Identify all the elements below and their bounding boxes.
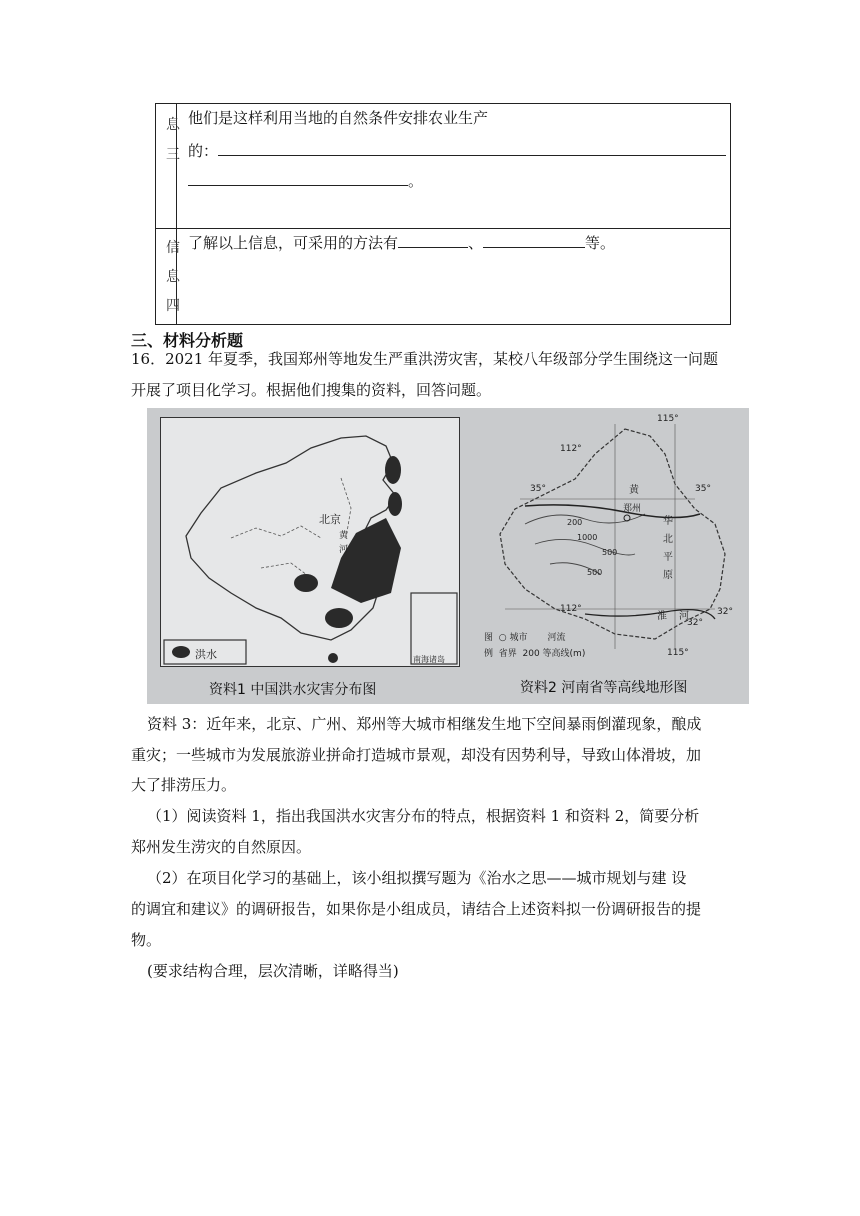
q2-line3: 物。 bbox=[131, 931, 162, 949]
q1-line1: （1）阅读资料 1，指出我国洪水灾害分布的特点，根据资料 1 和资料 2，简要分析 bbox=[147, 807, 700, 825]
row1-line2-prefix: 的： bbox=[188, 142, 219, 160]
legend-prefix-tu: 图 bbox=[484, 633, 494, 643]
map2-legend-row2 bbox=[484, 646, 585, 659]
section-heading: 三、材料分析题 bbox=[131, 331, 244, 350]
material3-line2: 重灾；一些城市为发展旅游业拼命打造城市景观，却没有因势利导，导致山体滑坡，加 bbox=[131, 746, 702, 764]
table-row-divider bbox=[156, 228, 730, 229]
map2-label-zhengzhou: 郑州 bbox=[623, 504, 642, 514]
row1-label: 息三 bbox=[166, 117, 180, 163]
q2-line1: （2）在项目化学习的基础上，该小组拟撰写题为《治水之思——城市规划与建 设 bbox=[147, 869, 687, 887]
contour-label-500: 500 bbox=[587, 568, 603, 577]
flood-area bbox=[388, 492, 402, 516]
legend-contour: 200 等高线(m) bbox=[522, 649, 586, 659]
row1-line1: 他们是这样利用当地的自然条件安排农业生产 bbox=[188, 109, 489, 127]
row1-line3-suffix: 。 bbox=[408, 172, 424, 190]
info-table bbox=[155, 103, 731, 325]
henan-contour-map bbox=[465, 414, 745, 664]
map2-label-115-bottom: 115° bbox=[667, 648, 689, 658]
row2-prefix: 了解以上信息，可采用的方法有 bbox=[188, 234, 399, 252]
contour-label-500b: 500 bbox=[602, 548, 618, 557]
legend-prefix-li: 例 bbox=[484, 649, 494, 659]
map2-label-112-bottom: 112° bbox=[560, 604, 582, 614]
map2-label-35-right: 35° bbox=[695, 484, 711, 494]
map2-label-35-left: 35° bbox=[530, 484, 546, 494]
row2-label: 信息四 bbox=[166, 240, 180, 314]
legend-flood-label: 洪水 bbox=[195, 648, 217, 661]
row2-suffix: 等。 bbox=[585, 234, 616, 252]
contour-label-1000: 1000 bbox=[577, 533, 598, 542]
legend-boundary: 省界 bbox=[498, 649, 517, 659]
question-intro-line1: 16．2021 年夏季，我国郑州等地发生严重洪涝灾害，某校八年级部分学生围绕这一问题 bbox=[131, 350, 719, 368]
row2-sep: 、 bbox=[468, 234, 484, 252]
method-blank-1[interactable] bbox=[398, 233, 468, 248]
map2-legend-row1 bbox=[484, 630, 566, 643]
map2-label-huang: 黄 bbox=[629, 485, 639, 496]
china-flood-map bbox=[160, 417, 460, 667]
contour-label-200: 200 bbox=[567, 518, 583, 527]
material3-line1: 资料 3：近年来，北京、广州、郑州等大城市相继发生地下空间暴雨倒灌现象，酿成 bbox=[147, 715, 702, 733]
label-he: 河 bbox=[339, 545, 349, 555]
map2-label-112-top: 112° bbox=[560, 444, 582, 454]
legend-river: 河流 bbox=[547, 633, 566, 643]
row2-line bbox=[188, 232, 615, 254]
map2-label-hua: 华 bbox=[663, 516, 673, 527]
flood-area bbox=[325, 608, 353, 628]
label-beijing: 北京 bbox=[319, 513, 341, 526]
q2-line2: 的调宜和建议》的调研报告，如果你是小组成员，请结合上述资料拟一份调研报告的提 bbox=[131, 900, 702, 918]
map2-label-huai: 淮 bbox=[657, 611, 667, 622]
flood-area bbox=[385, 456, 401, 484]
china-outline-svg bbox=[161, 418, 459, 666]
map2-label-yuan: 原 bbox=[663, 570, 673, 581]
answer-blank-1[interactable] bbox=[218, 141, 726, 156]
method-blank-2[interactable] bbox=[483, 233, 585, 248]
legend-flood-swatch bbox=[172, 646, 190, 658]
label-huang: 黄 bbox=[339, 531, 349, 541]
answer-blank-2[interactable] bbox=[188, 171, 408, 186]
question-intro-line2: 开展了项目化学习。根据他们搜集的资料，回答问题。 bbox=[131, 381, 492, 399]
legend-city: ○ 城市 bbox=[498, 633, 528, 643]
flood-area bbox=[328, 653, 338, 663]
zhengzhou-city-marker bbox=[624, 515, 630, 521]
map2-caption: 资料2 河南省等高线地形图 bbox=[520, 680, 688, 696]
label-south-china-sea: 南海诸岛 bbox=[413, 655, 445, 664]
map2-label-he: 河 bbox=[679, 611, 689, 622]
row1-line2 bbox=[188, 140, 728, 162]
map1-caption: 资料1 中国洪水灾害分布图 bbox=[209, 682, 377, 698]
map2-label-32-right: 32° bbox=[717, 607, 733, 617]
map2-label-ping: 平 bbox=[663, 552, 673, 563]
q1-line2: 郑州发生涝灾的自然原因。 bbox=[131, 838, 312, 856]
requirement-note: (要求结构合理，层次清晰，详略得当) bbox=[147, 962, 399, 980]
map2-label-115-top: 115° bbox=[657, 414, 679, 424]
maps-figure bbox=[147, 408, 749, 704]
row1-line3 bbox=[188, 170, 423, 192]
map2-label-32-left: 32° bbox=[687, 618, 703, 628]
flood-area bbox=[294, 574, 318, 592]
material3-line3: 大了排涝压力。 bbox=[131, 776, 237, 794]
map2-label-bei: 北 bbox=[663, 534, 673, 545]
